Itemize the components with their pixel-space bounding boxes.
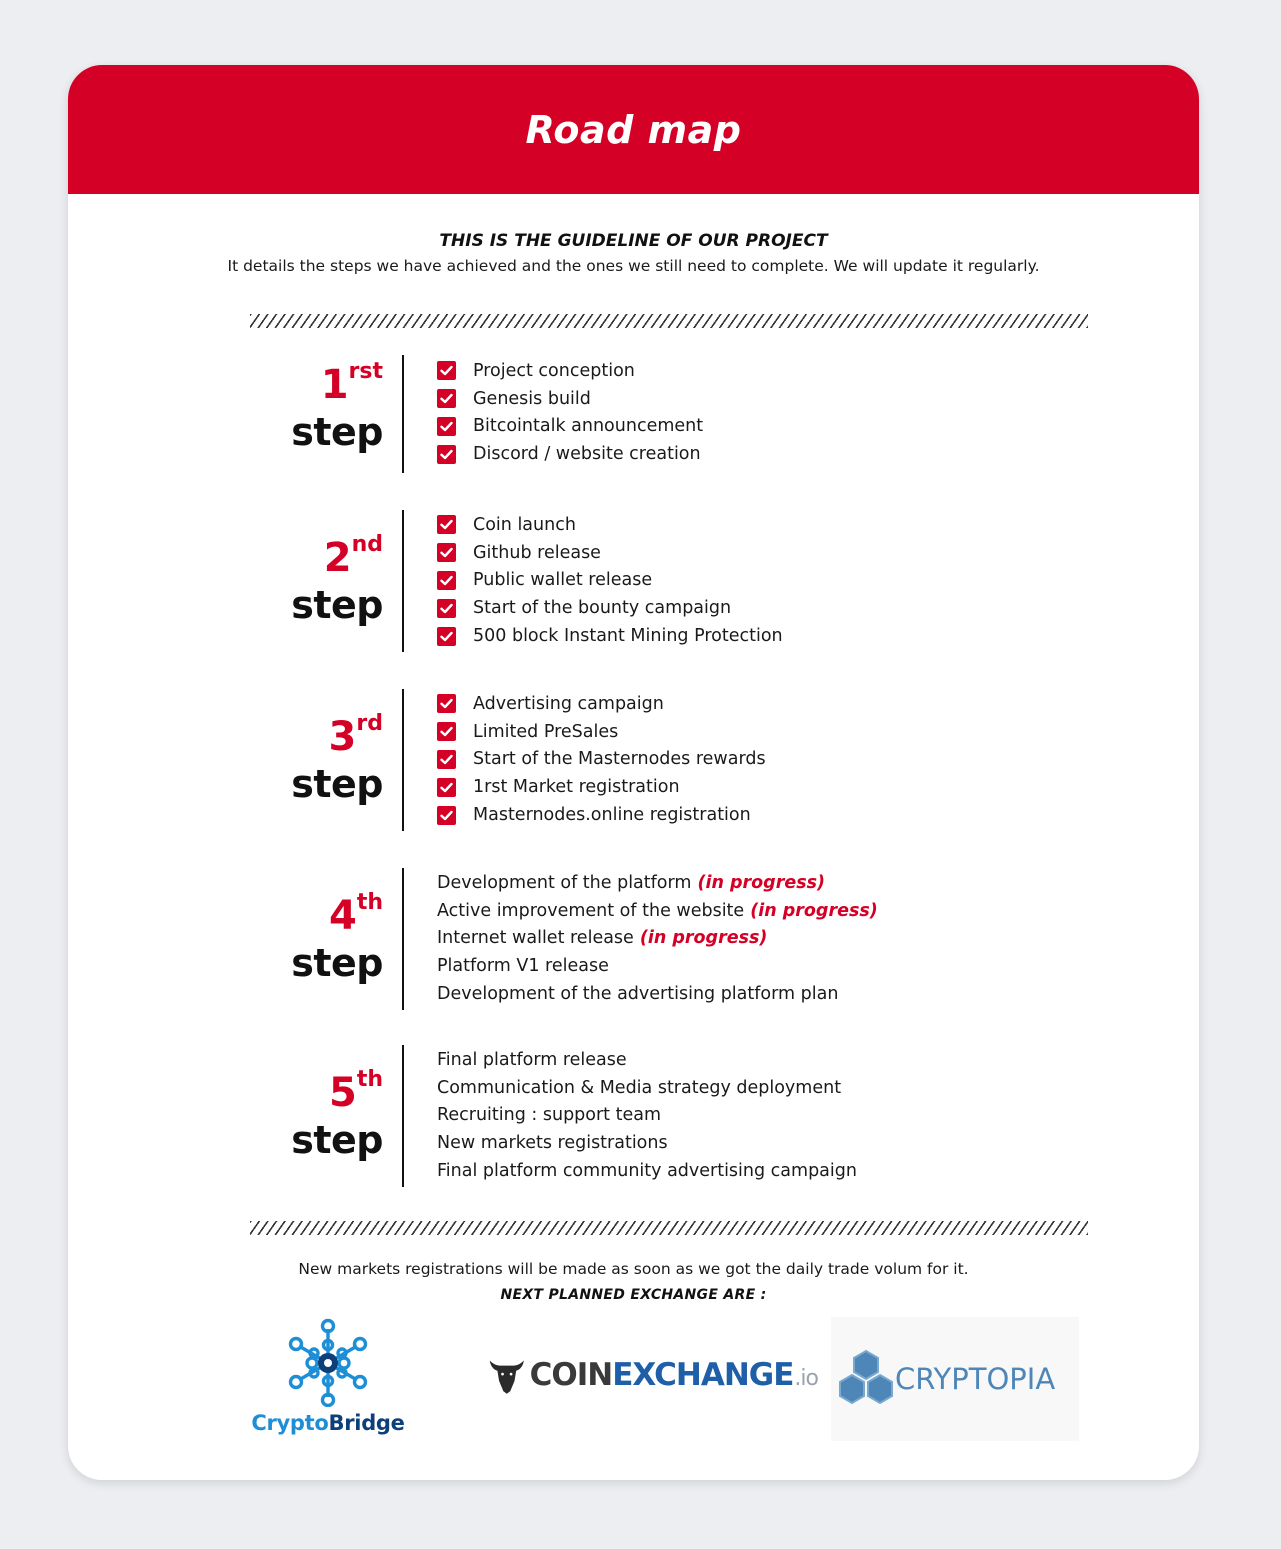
checkbox-checked-icon xyxy=(437,571,456,590)
hatched-divider-top xyxy=(250,314,1088,328)
list-item xyxy=(437,1157,857,1185)
hatched-divider-bottom xyxy=(250,1221,1088,1235)
footer-text: New markets registrations will be made as soon as we got the daily trade volum for it. xyxy=(298,1260,969,1278)
step-word: step xyxy=(291,762,383,806)
step-number-suffix: th xyxy=(356,1067,383,1092)
cryptobridge-logo-text-part2: Bridge xyxy=(328,1411,405,1435)
step-items-list xyxy=(437,357,703,468)
list-item xyxy=(437,952,878,980)
list-item xyxy=(437,357,703,385)
step-divider-line xyxy=(402,689,404,831)
intro-text: It details the steps we have achieved and the ones we still need to complete. We will update it regularly. xyxy=(227,257,1040,275)
list-item xyxy=(437,539,783,567)
item-text: New markets registrations xyxy=(437,1133,668,1154)
step-items-list xyxy=(437,690,766,829)
checkbox-checked-icon xyxy=(437,694,456,713)
card-header xyxy=(68,65,1199,194)
item-text: Communication & Media strategy deployment xyxy=(437,1077,842,1098)
step-number: $1^{rst}$ xyxy=(320,359,383,408)
item-text: Final platform community advertising campaign xyxy=(437,1161,857,1182)
footer-heading: NEXT PLANNED EXCHANGE ARE : xyxy=(500,1287,767,1303)
list-item xyxy=(437,801,766,829)
checkbox-checked-icon xyxy=(437,389,456,408)
list-item xyxy=(437,1074,857,1102)
progress-status: (in progress) xyxy=(697,872,826,893)
checkbox-checked-icon xyxy=(437,543,456,562)
step-label xyxy=(183,892,383,984)
step-number-suffix: th xyxy=(356,890,383,915)
list-item xyxy=(437,869,878,897)
page-title: Road map xyxy=(525,107,742,152)
list-item xyxy=(437,718,766,746)
list-item xyxy=(437,440,703,468)
list-item xyxy=(437,413,703,441)
item-text: Start of the Masternodes rewards xyxy=(473,749,766,770)
step-number-suffix: rd xyxy=(356,711,383,736)
item-text: Masternodes.online registration xyxy=(473,805,751,826)
step-label xyxy=(183,534,383,626)
cryptobridge-logo xyxy=(238,1315,418,1445)
item-text: Development of the platform xyxy=(437,872,692,893)
step-number: 4th xyxy=(328,890,383,939)
list-item xyxy=(437,1102,857,1130)
item-text: Internet wallet release xyxy=(437,928,634,949)
list-item xyxy=(437,746,766,774)
step-items-list xyxy=(437,511,783,650)
step-number: 2nd xyxy=(323,532,383,581)
bull-head-icon xyxy=(488,1352,526,1398)
list-item xyxy=(437,690,766,718)
step-word: step xyxy=(291,941,383,985)
item-text: Github release xyxy=(473,542,601,563)
list-item xyxy=(437,511,783,539)
item-text: 500 block Instant Mining Protection xyxy=(473,626,783,647)
coinexchange-logo-text-part3: .io xyxy=(794,1366,818,1391)
list-item xyxy=(437,622,783,650)
list-item xyxy=(437,773,766,801)
step-number: 5th xyxy=(328,1067,383,1116)
checkbox-checked-icon xyxy=(437,806,456,825)
cryptopia-logo-text: CRYPTOPIA xyxy=(895,1362,1056,1396)
item-text: Advertising campaign xyxy=(473,693,664,714)
hexagon-cluster-icon xyxy=(835,1348,897,1410)
list-item xyxy=(437,980,878,1008)
item-text: Genesis build xyxy=(473,388,591,409)
step-label xyxy=(183,361,383,453)
checkbox-checked-icon xyxy=(437,515,456,534)
checkbox-checked-icon xyxy=(437,722,456,741)
step-divider-line xyxy=(402,1045,404,1187)
checkbox-checked-icon xyxy=(437,599,456,618)
list-item xyxy=(437,567,783,595)
step-word: step xyxy=(291,410,383,454)
step-label xyxy=(183,713,383,805)
coinexchange-logo-text-part2: EXCHANGE xyxy=(612,1357,794,1393)
item-text: Start of the bounty campaign xyxy=(473,598,732,619)
checkbox-checked-icon xyxy=(437,750,456,769)
item-text: Active improvement of the website xyxy=(437,900,745,921)
item-text: Development of the advertising platform plan xyxy=(437,984,839,1005)
checkbox-checked-icon xyxy=(437,627,456,646)
step-word: step xyxy=(291,1118,383,1162)
coinexchange-logo xyxy=(488,1347,818,1403)
cryptobridge-logo-text-part1: Crypto xyxy=(251,1411,329,1435)
item-text: Public wallet release xyxy=(473,570,653,591)
item-text: Recruiting : support team xyxy=(437,1105,662,1126)
step-items-list xyxy=(437,1046,857,1185)
coinexchange-logo-text-part1: COIN xyxy=(529,1357,613,1393)
step-items-list xyxy=(437,869,878,1008)
checkbox-checked-icon xyxy=(437,445,456,464)
step-divider-line xyxy=(402,355,404,473)
list-item xyxy=(437,594,783,622)
item-text: Discord / website creation xyxy=(473,444,701,465)
checkbox-checked-icon xyxy=(437,417,456,436)
item-text: Final platform release xyxy=(437,1049,627,1070)
item-text: Bitcointalk announcement xyxy=(473,416,704,437)
step-number-suffix: nd xyxy=(351,532,383,557)
step-label xyxy=(183,1069,383,1161)
item-text: Platform V1 release xyxy=(437,956,609,977)
progress-status: (in progress) xyxy=(750,900,878,921)
item-text: Coin launch xyxy=(473,514,576,535)
item-text: Limited PreSales xyxy=(473,721,619,742)
list-item xyxy=(437,897,878,925)
step-number-suffix: rst xyxy=(348,359,383,384)
list-item xyxy=(437,925,878,953)
list-item xyxy=(437,1046,857,1074)
step-word: step xyxy=(291,583,383,627)
step-divider-line xyxy=(402,868,404,1010)
step-divider-line xyxy=(402,510,404,652)
progress-status: (in progress) xyxy=(639,928,768,949)
cryptobridge-network-icon xyxy=(238,1315,418,1407)
step-number: 3rd xyxy=(328,711,383,760)
item-text: Project conception xyxy=(473,360,635,381)
roadmap-card xyxy=(68,65,1199,1480)
list-item xyxy=(437,1129,857,1157)
checkbox-checked-icon xyxy=(437,778,456,797)
checkbox-checked-icon xyxy=(437,361,456,380)
intro-heading: THIS IS THE GUIDELINE OF OUR PROJECT xyxy=(439,231,828,251)
item-text: 1rst Market registration xyxy=(473,777,680,798)
cryptopia-logo xyxy=(831,1317,1079,1441)
list-item xyxy=(437,385,703,413)
